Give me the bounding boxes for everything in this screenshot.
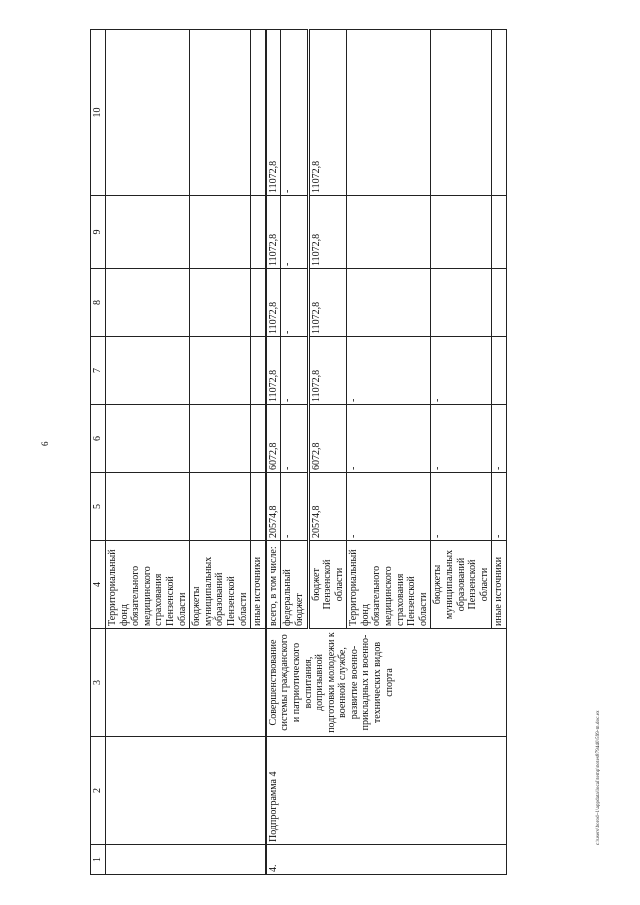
value-cell — [190, 473, 251, 541]
value-cell — [251, 196, 266, 269]
value-cell: - — [347, 337, 431, 405]
funding-source: Территориальный фонд обязательного медицинского страхования Пензенской области — [106, 541, 190, 629]
value-cell: - — [281, 473, 308, 541]
funding-source: всего, в том числе: — [266, 541, 281, 629]
value-cell: 11072,8 — [266, 30, 281, 196]
value-cell — [190, 337, 251, 405]
value-cell: - — [492, 405, 507, 473]
column-number-row — [91, 30, 106, 875]
value-cell — [492, 196, 507, 269]
funding-source: бюджеты муниципальных образований Пензенской области — [431, 541, 492, 629]
funding-source: иные источники — [492, 541, 507, 629]
program-name: Подпрограмма 4 — [266, 737, 507, 845]
page-number: 6 — [40, 441, 50, 446]
value-cell: 11072,8 — [308, 30, 347, 196]
funding-source: бюджет Пензенской области — [308, 541, 347, 629]
value-cell: - — [492, 473, 507, 541]
column-number: 9 — [91, 196, 106, 269]
value-cell — [106, 405, 190, 473]
column-number: 3 — [91, 629, 106, 737]
column-number: 8 — [91, 269, 106, 337]
program-title: Совершенствование системы гражданского и патриотического воспитания, допризывной подготовки молодежи к военной службе, развитие военно-прикладных и военно-технических видов спорта — [266, 629, 507, 737]
name-cell — [106, 737, 266, 845]
value-cell — [251, 405, 266, 473]
value-cell: - — [431, 405, 492, 473]
value-cell — [106, 473, 190, 541]
value-cell — [190, 196, 251, 269]
value-cell: - — [431, 337, 492, 405]
value-cell — [347, 30, 431, 196]
value-cell: 11072,8 — [308, 196, 347, 269]
value-cell: 11072,8 — [308, 269, 347, 337]
funding-source: бюджеты муниципальных образований Пензенской области — [190, 541, 251, 629]
column-number: 4 — [91, 541, 106, 629]
value-cell: - — [347, 473, 431, 541]
value-cell — [106, 30, 190, 196]
value-cell: 6072,8 — [266, 405, 281, 473]
value-cell — [347, 269, 431, 337]
value-cell — [190, 269, 251, 337]
value-cell: 6072,8 — [308, 405, 347, 473]
value-cell — [251, 473, 266, 541]
value-cell: - — [281, 30, 308, 196]
value-cell: - — [347, 405, 431, 473]
document-sheet — [90, 30, 610, 875]
value-cell — [492, 30, 507, 196]
value-cell: - — [281, 196, 308, 269]
value-cell — [492, 269, 507, 337]
footer-file-path: c:\users\borod~1\appdata\local\temp\notes879440\599-m.doc.ex — [596, 710, 601, 845]
value-cell — [492, 337, 507, 405]
column-number: 2 — [91, 737, 106, 845]
column-number: 7 — [91, 337, 106, 405]
value-cell: 20574,8 — [308, 473, 347, 541]
funding-source: иные источники — [251, 541, 266, 629]
value-cell: - — [281, 269, 308, 337]
funding-source: Территориальный фонд обязательного медицинского страхования Пензенской области — [347, 541, 431, 629]
value-cell — [106, 196, 190, 269]
value-cell — [190, 405, 251, 473]
value-cell: 11072,8 — [266, 196, 281, 269]
value-cell — [347, 196, 431, 269]
value-cell — [190, 30, 251, 196]
value-cell: 20574,8 — [266, 473, 281, 541]
value-cell — [431, 196, 492, 269]
column-number: 5 — [91, 473, 106, 541]
value-cell — [251, 337, 266, 405]
funding-source: федеральный бюджет — [281, 541, 308, 629]
value-cell: - — [281, 337, 308, 405]
program-number: 4. — [266, 845, 507, 875]
table-row — [106, 30, 190, 875]
column-number: 10 — [91, 30, 106, 196]
value-cell: - — [281, 405, 308, 473]
value-cell — [431, 30, 492, 196]
table-row — [266, 30, 281, 875]
rotated-table-wrapper — [90, 30, 610, 875]
value-cell — [106, 337, 190, 405]
budget-table — [90, 29, 507, 875]
value-cell: - — [431, 473, 492, 541]
value-cell — [251, 269, 266, 337]
value-cell: 11072,8 — [266, 337, 281, 405]
column-number: 1 — [91, 845, 106, 875]
value-cell — [431, 269, 492, 337]
value-cell — [106, 269, 190, 337]
value-cell — [251, 30, 266, 196]
value-cell: 11072,8 — [266, 269, 281, 337]
number-cell — [106, 845, 266, 875]
title-cell — [106, 629, 266, 737]
column-number: 6 — [91, 405, 106, 473]
value-cell: 11072,8 — [308, 337, 347, 405]
